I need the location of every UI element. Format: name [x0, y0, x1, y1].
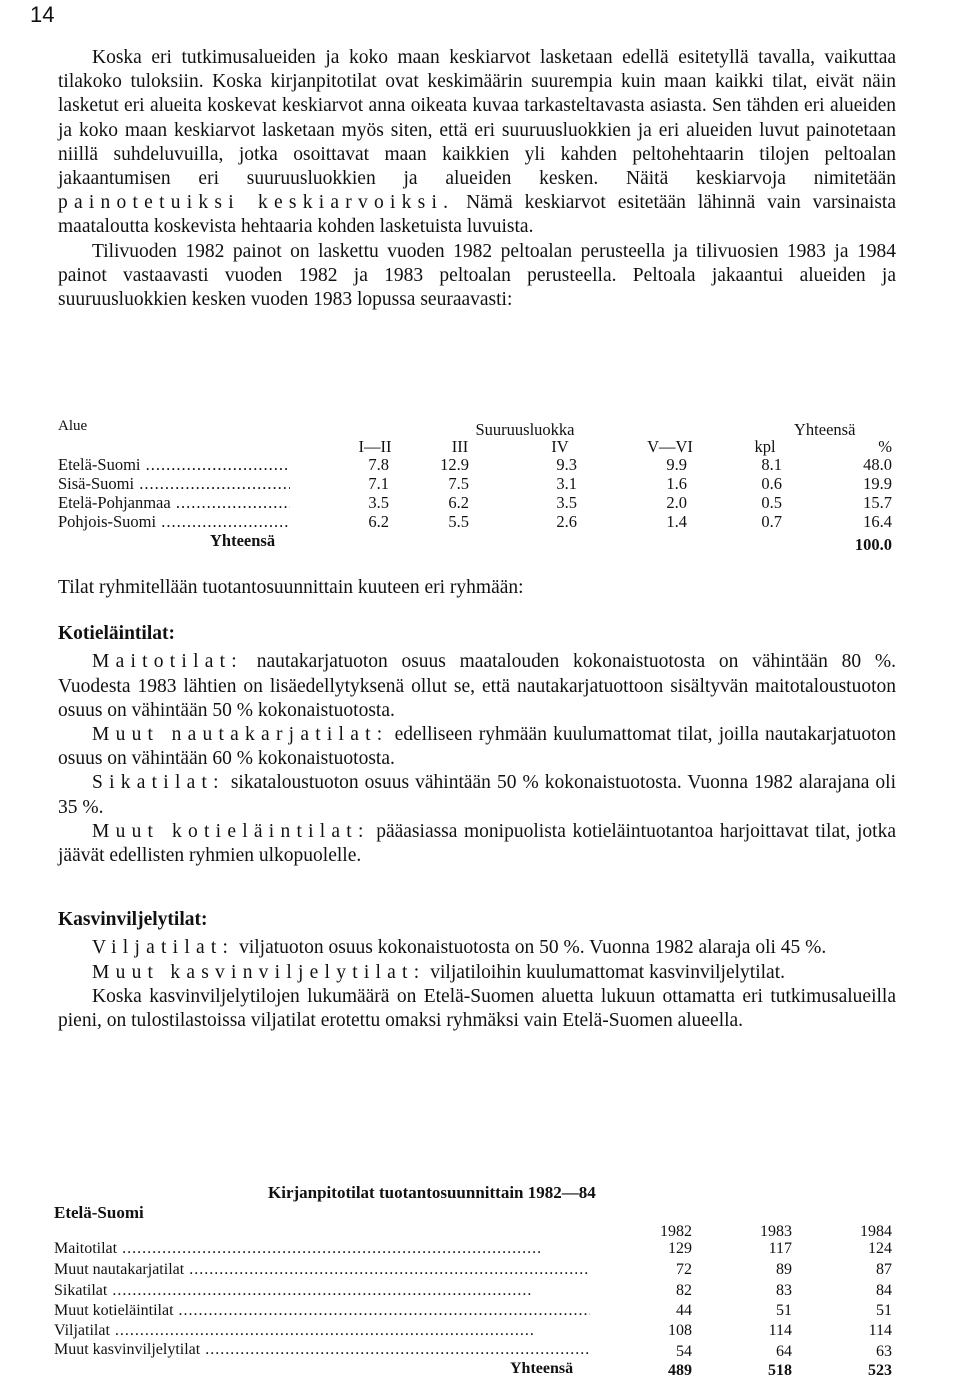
- table2-row-label: Muut nautakarjatilat .....: [54, 1261, 590, 1279]
- table1-cell: 8.1: [761, 455, 782, 474]
- table1-cell: 5.5: [448, 512, 469, 531]
- intro-text-2: Nämä keskiarvot esitetään lähinnä vain varsinaista maataloutta koskevista hehtaaria kohden lasketuista luvuista.: [58, 192, 896, 238]
- table1-cell: 12.9: [440, 455, 469, 474]
- term: Viljatilat:: [92, 937, 235, 959]
- table1-row-label: Sisä-Suomi .....: [58, 474, 290, 494]
- definition: pääasiassa monipuolista kotieläintuotantoa harjoittavat tilat, jotka jäävät edellisten ryhmien ulkopuolelle.: [58, 820, 896, 867]
- table1-cell: 1.4: [666, 512, 687, 531]
- table1-cell: 19.9: [863, 474, 892, 493]
- table1-cell: 3.5: [368, 493, 389, 512]
- table1-col-header: I—II: [358, 437, 392, 456]
- table1-col-header: %: [878, 437, 892, 456]
- definition: nautakarjatuoton osuus maatalouden kokonaistuotosta on vähintään 80 %. Vuodesta 1983 lähtien on lisäedellytyksenä ollut se, että nautakarjatuottoon sisältyvän maitotaloustuoton osuus on vähintään 50 % kokonaistuotosta.: [58, 651, 896, 721]
- table2-cell: 114: [768, 1322, 792, 1339]
- table2-row-label: Viljatilat .....: [54, 1322, 590, 1340]
- intro-text-1: Koska eri tutkimusalueiden ja koko maan keskiarvot lasketaan edellä esitetyllä tavalla, vaikuttaa tilakoko tuloksiin. Koska kirjanpitotilat ovat keskimäärin suurempia kuin maan kaikki tilat, eivät näin lasketut eri alueita koskevat keskiarvot anna oikeata kuvaa tarkasteltavasta asiasta. Sen tähden eri alueiden ja koko maan keskiarvot lasketaan myös siten, että eri suuruusluokkien ja eri alueiden luvut painotetaan niillä suhdeluvuilla, jotka osoittavat maan kaikkien yli kahden peltohehtaarin tilojen peltoalan jakaantumisen eri suuruusluokkien ja alueiden kesken. Näitä keskiarvoja nimitetään: [58, 47, 896, 190]
- table1-col-header: III: [451, 437, 469, 456]
- table2-region: Etelä-Suomi: [54, 1203, 144, 1222]
- table1-row-label: Etelä-Pohjanmaa .....: [58, 493, 290, 513]
- table1-cell: 6.2: [368, 512, 389, 531]
- crop-item: [58, 936, 896, 960]
- table1-size-class-header: Suuruusluokka: [475, 420, 575, 439]
- table1-cell: 0.5: [761, 493, 782, 512]
- table2-title: Kirjanpitotilat tuotantosuunnittain 1982—84: [268, 1183, 596, 1202]
- table1-total-value: 100.0: [854, 535, 892, 554]
- table1-row-label: Etelä-Suomi .....: [58, 455, 290, 475]
- crop-item: [58, 961, 896, 985]
- table2-cell: 82: [676, 1282, 692, 1299]
- table2-cell: 54: [676, 1343, 692, 1360]
- term: Sikatilat:: [92, 772, 225, 794]
- livestock-heading: Kotieläintilat:: [58, 623, 175, 645]
- definition: viljatuoton osuus kokonaistuotosta on 50 %. Vuonna 1982 alaraja oli 45 %.: [234, 937, 827, 959]
- table2-cell: 72: [676, 1261, 692, 1278]
- table2-row-label: Muut kasvinviljelytilat .....: [54, 1341, 590, 1359]
- term: Muut nautakarjatilat:: [92, 724, 389, 746]
- table2-total-label: Yhteensä: [510, 1360, 574, 1377]
- term: Maitotilat:: [92, 651, 243, 673]
- table2-row-label: Maitotilat .....: [54, 1240, 590, 1258]
- table1-cell: 0.7: [761, 512, 782, 531]
- table2-row-label: Muut kotieläintilat .....: [54, 1302, 590, 1320]
- definition: viljatiloihin kuulumattomat kasvinviljelytilat.: [425, 961, 786, 983]
- table2-total: 523: [868, 1362, 892, 1379]
- weights-paragraph: Tilivuoden 1982 painot on laskettu vuoden 1982 peltoalan perusteella ja tilivuosien 1983 ja 1984 painot vastaavasti vuoden 1982 ja 1983 peltoalan perusteella. Peltoala jakaantui alueiden ja suuruusluokkien kesken vuoden 1983 lopussa seuraavasti:: [58, 240, 896, 311]
- table1-cell: 1.6: [666, 474, 687, 493]
- livestock-item: [58, 771, 896, 819]
- table1-region-header: Alue: [58, 418, 88, 434]
- livestock-item: [58, 650, 896, 723]
- table2-cell: 51: [776, 1302, 792, 1319]
- table1-cell: 0.6: [761, 474, 782, 493]
- livestock-item: [58, 820, 896, 868]
- groups-intro: Tilat ryhmitellään tuotantosuunnittain kuuteen eri ryhmään:: [58, 577, 524, 598]
- table2-cell: 51: [876, 1302, 892, 1319]
- table2-cell: 89: [776, 1261, 792, 1278]
- table2-cell: 83: [776, 1282, 792, 1299]
- table2-cell: 64: [776, 1343, 792, 1360]
- intro-section: [58, 46, 896, 312]
- term: Muut kasvinviljelytilat:: [92, 961, 426, 983]
- table2-total: 489: [668, 1362, 692, 1379]
- table2-cell: 44: [676, 1302, 692, 1319]
- table1-cell: 6.2: [448, 493, 469, 512]
- term: Muut kotieläintilat:: [92, 820, 370, 842]
- definition: sikataloustuoton osuus vähintään 50 % kokonaistuotosta. Vuonna 1982 alarajana oli 35 %.: [58, 772, 896, 818]
- table2-cell: 129: [668, 1240, 692, 1257]
- table1-col-header: V—VI: [647, 437, 693, 456]
- table1-cell: 7.1: [368, 474, 389, 493]
- table2-cell: 114: [868, 1322, 892, 1339]
- intro-spaced-term: painotetuiksi keskiarvoiksi.: [58, 192, 455, 214]
- table2-row-label: Sikatilat .....: [54, 1282, 590, 1300]
- table1-cell: 16.4: [863, 512, 892, 531]
- livestock-item: [58, 723, 896, 771]
- definition: edelliseen ryhmään kuulumattomat tilat, joilla nautakarjatuoton osuus on vähintään 60 % kokonaistuotosta.: [58, 724, 897, 770]
- crop-heading: Kasvinviljelytilat:: [58, 909, 208, 931]
- table1-col-header: kpl: [754, 437, 776, 456]
- table2-cell: 87: [876, 1261, 892, 1278]
- table1-cell: 7.5: [448, 474, 469, 493]
- table2-cell: 124: [868, 1240, 892, 1257]
- crop-closing: Koska kasvinviljelytilojen lukumäärä on Etelä-Suomen aluetta lukuun ottamatta eri tutkimusalueilla pieni, on tulostilastoissa viljatilat erotettu omaksi ryhmäksi vain Etelä-Suomen alueella.: [58, 985, 896, 1032]
- table1-cell: 7.8: [368, 455, 389, 474]
- table2-year: 1983: [760, 1223, 792, 1240]
- table1-cell: 3.1: [556, 474, 577, 493]
- table1-cell: 3.5: [556, 493, 577, 512]
- table1-row-label: Pohjois-Suomi .....: [58, 512, 290, 532]
- table1-total-label: Yhteensä: [210, 531, 276, 550]
- table2-year: 1982: [660, 1223, 692, 1240]
- table2-total: 518: [768, 1362, 792, 1379]
- table1-cell: 2.0: [666, 493, 687, 512]
- table1-cell: 2.6: [556, 512, 577, 531]
- table2-cell: 84: [876, 1282, 892, 1299]
- page-number: 14: [30, 2, 55, 27]
- table1-col-header: IV: [551, 437, 569, 456]
- table1-cell: 9.3: [556, 455, 577, 474]
- groups-section: [58, 576, 896, 1033]
- intro-paragraph: [58, 46, 896, 240]
- table1-cell: 48.0: [863, 455, 892, 474]
- table1-total-header: Yhteensä: [794, 420, 856, 439]
- table2-cell: 63: [876, 1343, 892, 1360]
- table2-cell: 108: [668, 1322, 692, 1339]
- table1-cell: 15.7: [863, 493, 892, 512]
- table2-year: 1984: [860, 1223, 892, 1240]
- table1-cell: 9.9: [666, 455, 687, 474]
- table2-cell: 117: [768, 1240, 792, 1257]
